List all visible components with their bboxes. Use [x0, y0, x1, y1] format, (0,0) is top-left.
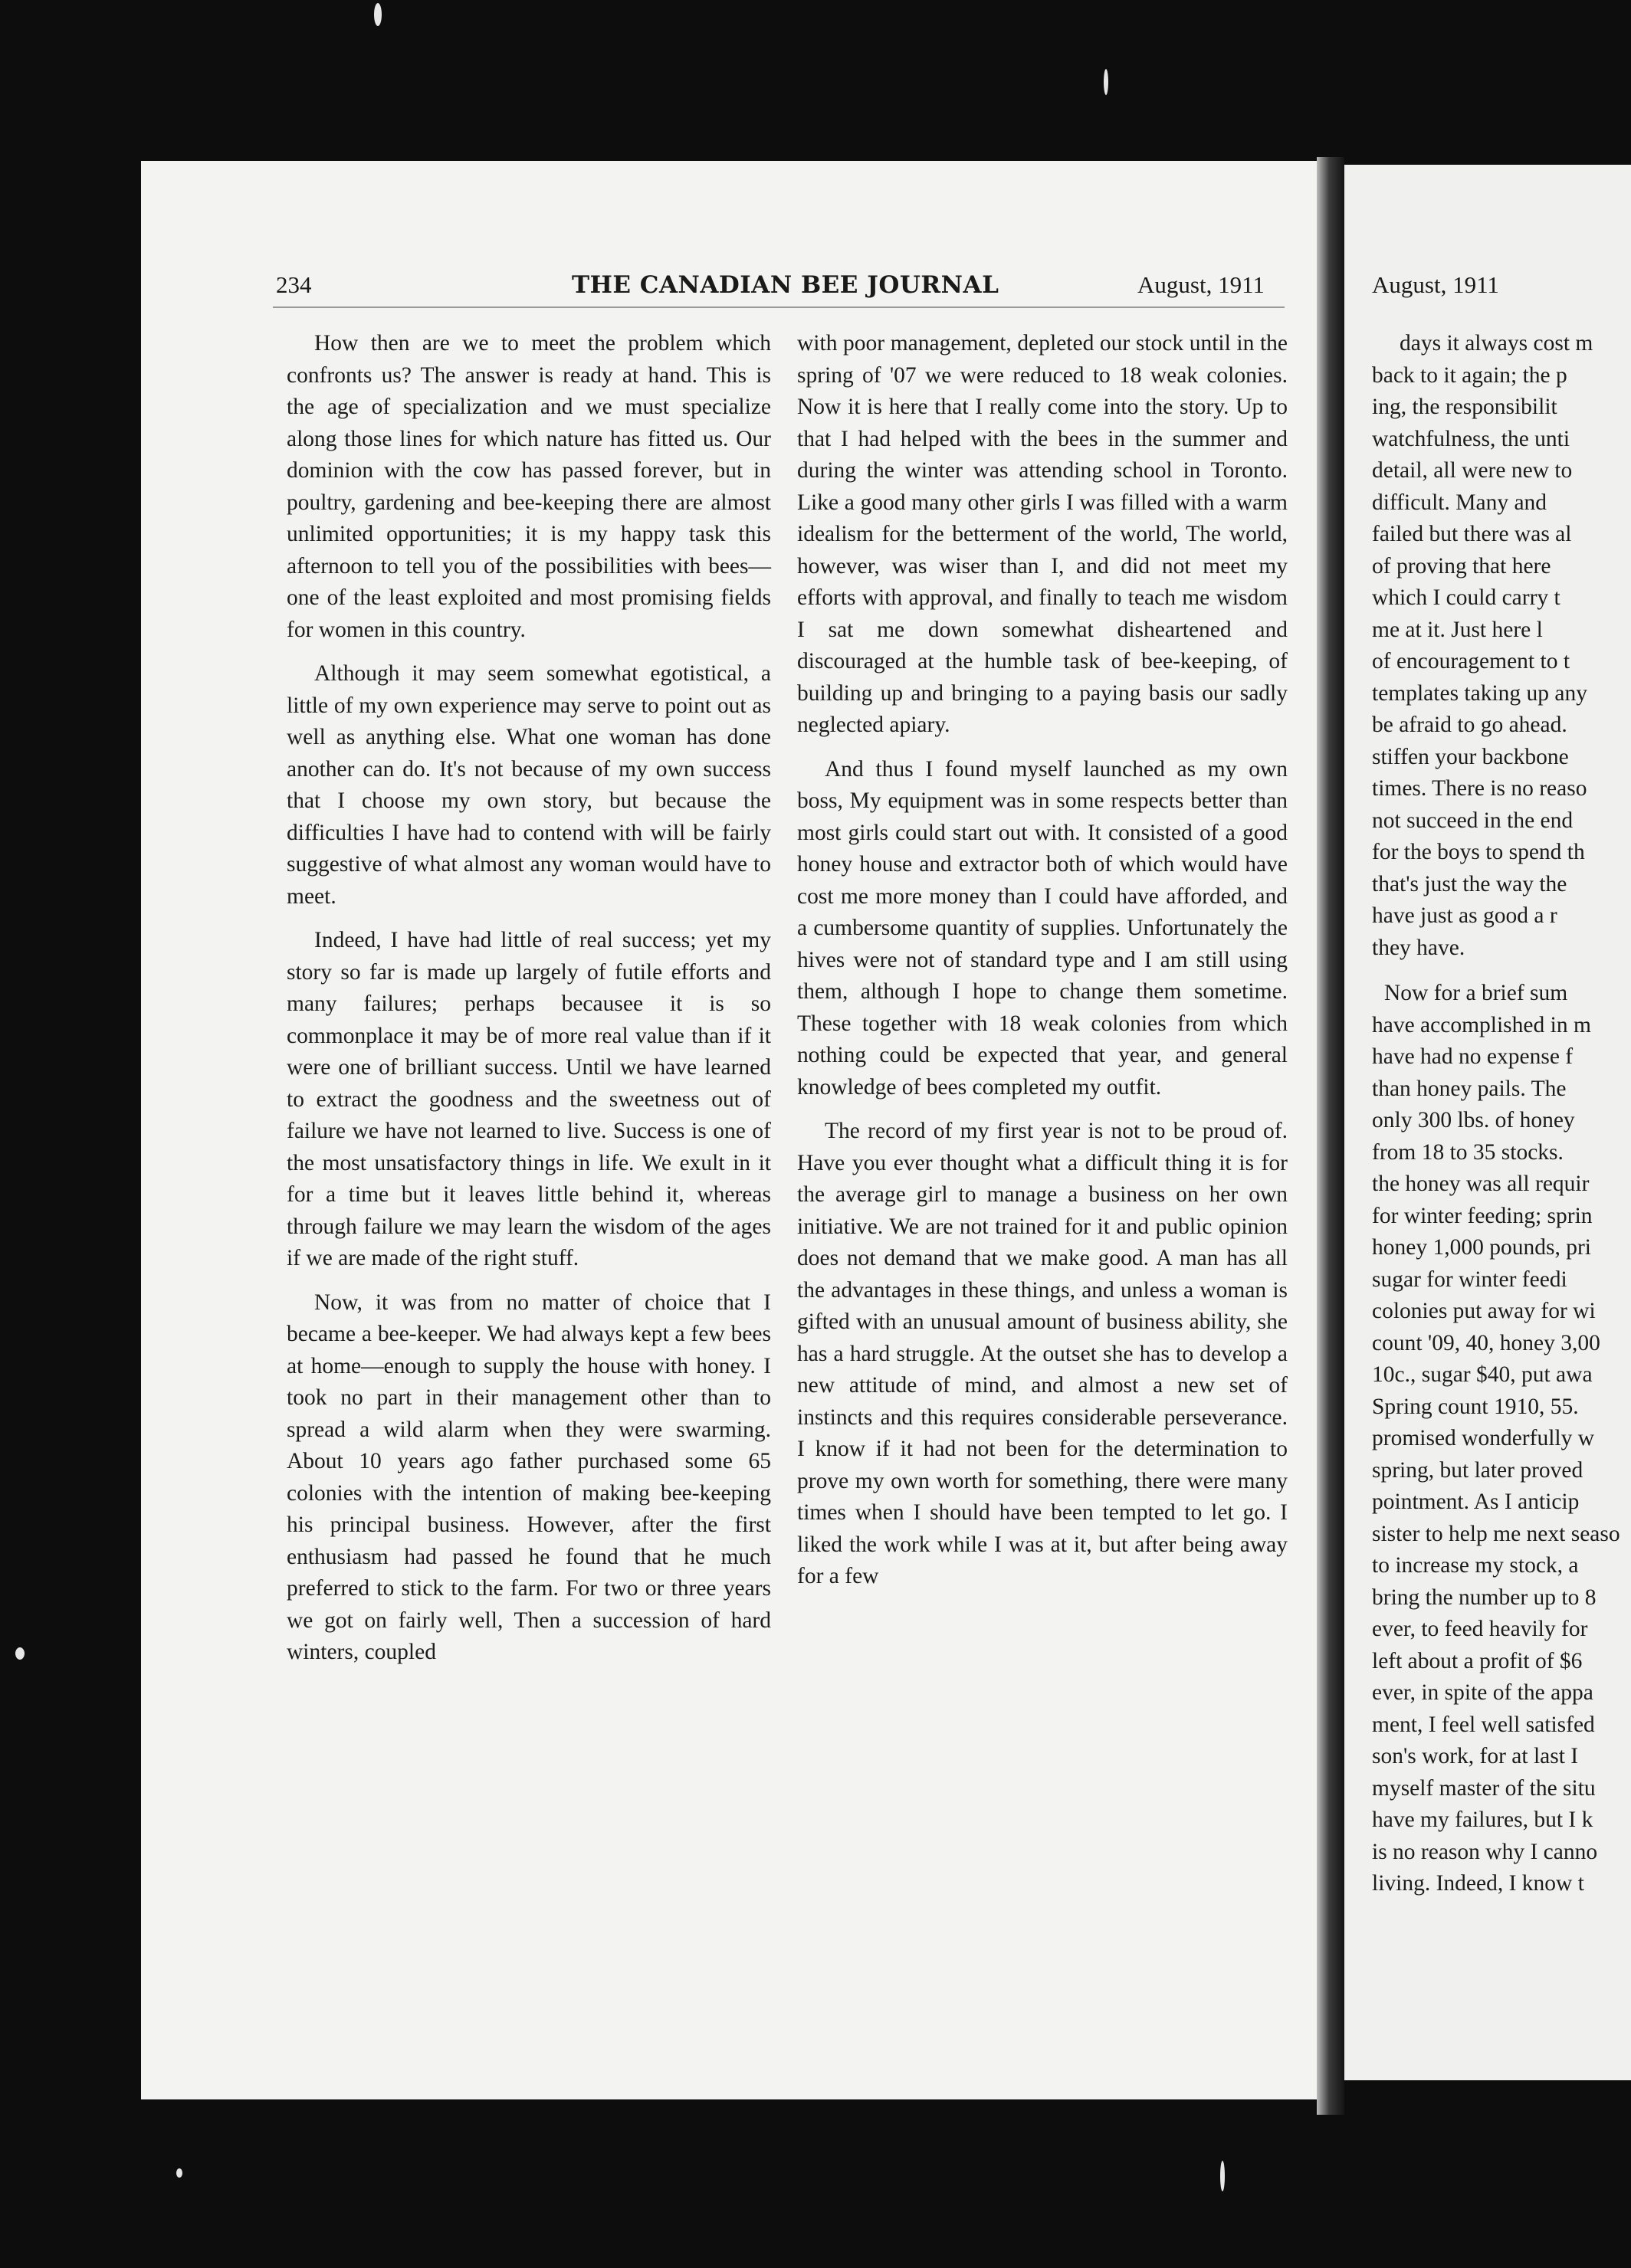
text-line: Spring count 1910, 55.	[1372, 1394, 1579, 1419]
text-line: have just as good a r	[1372, 903, 1557, 928]
paragraph: Although it may seem somewhat egotistical, a little of my own experience may serve to point out as well as anything else. What one woman has done another can do. It's not because of my own success that I choose my own story, but because the difficulties I have had to contend with will be fairly suggestive of what almost any woman would have to meet.	[287, 661, 771, 909]
page-number: 234	[276, 271, 312, 298]
text-line: living. Indeed, I know t	[1372, 1871, 1584, 1896]
text-line: of encouragement to t	[1372, 649, 1570, 674]
paragraph: Now, it was from no matter of choice that I became a bee-keeper. We had always kept a few bees at home—enough to supply the house with honey. I took no part in their management other than to spread a wild alarm when they were swarming. About 10 years ago father purchased some 65 colonies with the intention of making bee-keeping his principal business. However, after the first enthusiasm had passed he found that he much preferred to stick to the farm. For two or three years we got on fairly well, Then a succession of hard winters, coupled	[287, 1290, 771, 1664]
text-line: days it always cost m	[1400, 331, 1593, 356]
text-line: son's work, for at last I	[1372, 1744, 1579, 1768]
scan-speck	[1104, 69, 1108, 95]
text-line: count '09, 40, honey 3,00	[1372, 1330, 1600, 1355]
text-line: colonies put away for wi	[1372, 1299, 1596, 1323]
page-gutter	[1317, 157, 1344, 2115]
text-line: 10c., sugar $40, put awa	[1372, 1362, 1593, 1387]
text-line: have had no expense f	[1372, 1044, 1574, 1069]
text-line: have accomplished in m	[1372, 1012, 1591, 1037]
scan-speck	[176, 2168, 182, 2178]
text-line: for the boys to spend th	[1372, 840, 1585, 864]
journal-title: THE CANADIAN BEE JOURNAL	[572, 271, 999, 299]
text-line: have my failures, but I k	[1372, 1808, 1593, 1832]
text-line: the honey was all requir	[1372, 1172, 1590, 1196]
text-line: from 18 to 35 stocks.	[1372, 1139, 1564, 1165]
text-line: left about a profit of $6	[1372, 1648, 1583, 1673]
paragraph: Indeed, I have had little of real success; yet my story so far is made up largely of futile efforts and many failures; perhaps becausee it is so commonplace it may be of more real value than if it were one of brilliant success. Until we have learned to extract the goodness and the sweetness out of failure we have not learned to live. Success is one of the most unsatisfactory things in life. We exult in it for a time but it leaves little behind it, whereas through failure we may learn the wisdom of the ages if we are made of the right stuff.	[287, 928, 771, 1270]
text-line: promised wonderfully w	[1372, 1426, 1595, 1450]
header-rule	[273, 306, 1285, 308]
article-column-right-page	[1372, 328, 1631, 1914]
article-column-left	[287, 328, 771, 1681]
text-line: is no reason why I canno	[1372, 1839, 1598, 1864]
text-line: me at it. Just here l	[1372, 617, 1543, 642]
text-line: ing, the responsibilit	[1372, 395, 1557, 419]
text-line: only 300 lbs. of honey	[1372, 1108, 1575, 1132]
scan-speck	[1220, 2161, 1225, 2191]
text-line: of proving that here	[1372, 553, 1551, 578]
text-line: that's just the way the	[1372, 871, 1567, 896]
text-line: they have.	[1372, 935, 1465, 960]
article-column-middle	[797, 328, 1288, 1605]
text-line: failed but there was al	[1372, 522, 1572, 546]
text-line: watchfulness, the unti	[1372, 426, 1570, 451]
text-line: than honey pails. The	[1372, 1076, 1567, 1101]
text-line: to increase my stock, a	[1372, 1553, 1579, 1578]
text-line: ever, to feed heavily for	[1372, 1617, 1588, 1641]
text-line: ever, in spite of the appa	[1372, 1680, 1593, 1705]
paragraph	[1372, 978, 1631, 1900]
text-line: Now for a brief sum	[1384, 981, 1568, 1005]
issue-date: August, 1911	[1137, 271, 1265, 298]
text-line: bring the number up to 8	[1372, 1585, 1597, 1610]
paragraph: The record of my first year is not to be proud of. Have you ever thought what a difficult thing it is for the average girl to manage a business on her own initiative. We are not trained for it and public opinion does not demand that we make good. A man has all the advantages in these things, and unless a woman is gifted with an unusual amount of business ability, she has a hard struggle. At the outset she has to develop a new attitude of mind, and almost a new set of instincts and this requires considerable perseverance. I know if it had not been for the determination to prove my own worth for something, there were many times when I should have been tempted to let go. I liked the work while I was at it, but after being away for a few	[797, 1119, 1288, 1588]
text-line: back to it again; the p	[1372, 362, 1567, 388]
text-line: difficult. Many and	[1372, 490, 1547, 515]
text-line: which I could carry t	[1372, 585, 1560, 610]
text-line: detail, all were new to	[1372, 458, 1573, 483]
text-line: myself master of the situ	[1372, 1775, 1596, 1801]
text-line: sugar for winter feedi	[1372, 1267, 1567, 1292]
text-line: spring, but later proved	[1372, 1457, 1583, 1483]
paragraph: And thus I found myself launched as my own boss, My equipment was in some respects better than most girls could start out with. It consisted of a good honey house and extractor both of which would have cost me more money than I could have afforded, and a cumbersome quantity of supplies. Unfortunately the hives were not of standard type and I am still using them, although I hope to change them sometime. These together with 18 weak colonies from which nothing could be expected that year, and general knowledge of bees completed my outfit.	[797, 756, 1288, 1100]
right-page-issue-date: August, 1911	[1372, 271, 1499, 298]
text-line: ment, I feel well satisfed	[1372, 1712, 1595, 1737]
text-line: times. There is no reaso	[1372, 776, 1587, 801]
text-line: stiffen your backbone	[1372, 744, 1569, 769]
text-line: honey 1,000 pounds, pri	[1372, 1235, 1591, 1260]
paragraph: with poor management, depleted our stock until in the spring of '07 we were reduced to 18 weak colonies. Now it is here that I really come into the story. Up to that I had helped with the bees in the summer and during the winter was attending school in Toronto. Like a good many other girls I was filled with a warm idealism for the betterment of the world, The world, however, was wiser than I, and did not meet my efforts with approval, and finally to teach me wisdom I sat me down somewhat disheartened and discouraged at the humble task of bee-keeping, of building up and bringing to a paying basis our sadly neglected apiary.	[797, 331, 1288, 737]
text-line: templates taking up any	[1372, 680, 1587, 706]
text-line: not succeed in the end	[1372, 808, 1574, 833]
scan-speck	[15, 1647, 25, 1660]
text-line: pointment. As I anticip	[1372, 1490, 1580, 1514]
paragraph	[1372, 328, 1631, 964]
text-line: be afraid to go ahead.	[1372, 713, 1567, 737]
paragraph: How then are we to meet the problem which confronts us? The answer is ready at hand. This is the age of specialization and we must specialize along those lines for which nature has fitted us. Our dominion with the cow has passed forever, but in poultry, gardening and bee-keeping there are almost unlimited opportunities; it is my happy task this afternoon to tell you of the possibilities with bees—one of the least exploited and most promising fields for women in this country.	[287, 331, 771, 642]
text-line: sister to help me next seaso	[1372, 1521, 1620, 1546]
scan-speck	[374, 3, 382, 26]
text-line: for winter feeding; sprin	[1372, 1203, 1593, 1228]
